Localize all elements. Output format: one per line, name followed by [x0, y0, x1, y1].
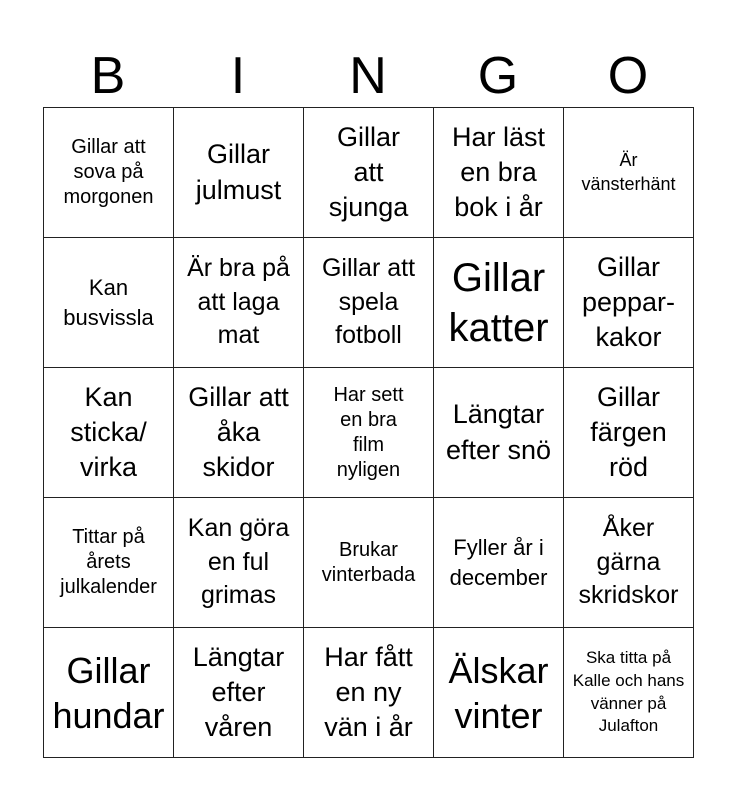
bingo-grid: [43, 107, 694, 758]
cell-text: Åker gärna skridskor: [578, 513, 679, 610]
bingo-cell[interactable]: [564, 628, 694, 758]
bingo-cell[interactable]: [44, 238, 174, 368]
bingo-cell[interactable]: [174, 368, 304, 498]
bingo-cell[interactable]: [564, 498, 694, 628]
cell-text: Tittar på årets julkalender: [60, 526, 157, 598]
cell-text: Gillar att åka skidor: [188, 381, 289, 483]
cell-text: Gillar att sova på morgonen: [63, 136, 154, 208]
bingo-cell[interactable]: [564, 368, 694, 498]
cell-text: Gillar hundar: [52, 649, 165, 736]
header-letter-i: I: [230, 47, 246, 105]
bingo-cell[interactable]: [44, 628, 174, 758]
bingo-cell[interactable]: [44, 498, 174, 628]
bingo-cell[interactable]: [304, 368, 434, 498]
bingo-cell[interactable]: [304, 498, 434, 628]
cell-text: Längtar efter snö: [445, 399, 552, 465]
bingo-cell[interactable]: [304, 238, 434, 368]
cell-text: Har fått en ny vän i år: [324, 641, 413, 743]
bingo-cell[interactable]: [174, 498, 304, 628]
cell-text: Gillar att spela fotboll: [321, 253, 416, 350]
bingo-cell[interactable]: [174, 238, 304, 368]
cell-text: Kan göra en ful grimas: [187, 513, 290, 610]
bingo-cell[interactable]: [174, 628, 304, 758]
cell-text: Är bra på att laga mat: [187, 253, 290, 350]
cell-text: Är vänsterhänt: [581, 150, 676, 194]
header-letter-n: N: [349, 47, 387, 105]
header-letter-b: B: [90, 47, 126, 105]
cell-text: Brukar vinterbada: [321, 538, 416, 586]
cell-text: Älskar vinter: [448, 649, 549, 736]
bingo-cell[interactable]: [434, 368, 564, 498]
cell-text: Ska titta på Kalle och hans vänner på Julafton: [572, 647, 685, 736]
cell-text: Gillar julmust: [195, 139, 282, 205]
bingo-cell[interactable]: [564, 108, 694, 238]
cell-text: Kan busvissla: [63, 274, 154, 330]
cell-text: Gillar att sjunga: [328, 121, 409, 223]
cell-text: Har sett en bra film nyligen: [333, 383, 404, 481]
header-letter-o: O: [607, 47, 649, 105]
cell-text: Har läst en bra bok i år: [451, 121, 546, 223]
cell-text: Gillar färgen röd: [590, 381, 667, 483]
bingo-cell[interactable]: [434, 108, 564, 238]
bingo-cell[interactable]: [44, 108, 174, 238]
cell-text: Fyller år i december: [449, 534, 548, 590]
bingo-cell[interactable]: [304, 108, 434, 238]
bingo-header: [43, 46, 693, 106]
cell-text: Kan sticka/ virka: [70, 381, 147, 483]
bingo-cell[interactable]: [304, 628, 434, 758]
cell-text: Gillar peppar-kakor: [581, 251, 676, 353]
cell-text: Längtar efter våren: [192, 641, 285, 743]
bingo-cell[interactable]: [174, 108, 304, 238]
bingo-cell[interactable]: [44, 368, 174, 498]
bingo-cell[interactable]: [564, 238, 694, 368]
cell-text: Gillar katter: [448, 255, 549, 350]
header-letter-g: G: [477, 47, 519, 105]
bingo-cell[interactable]: [434, 628, 564, 758]
bingo-cell[interactable]: [434, 498, 564, 628]
bingo-cell[interactable]: [434, 238, 564, 368]
